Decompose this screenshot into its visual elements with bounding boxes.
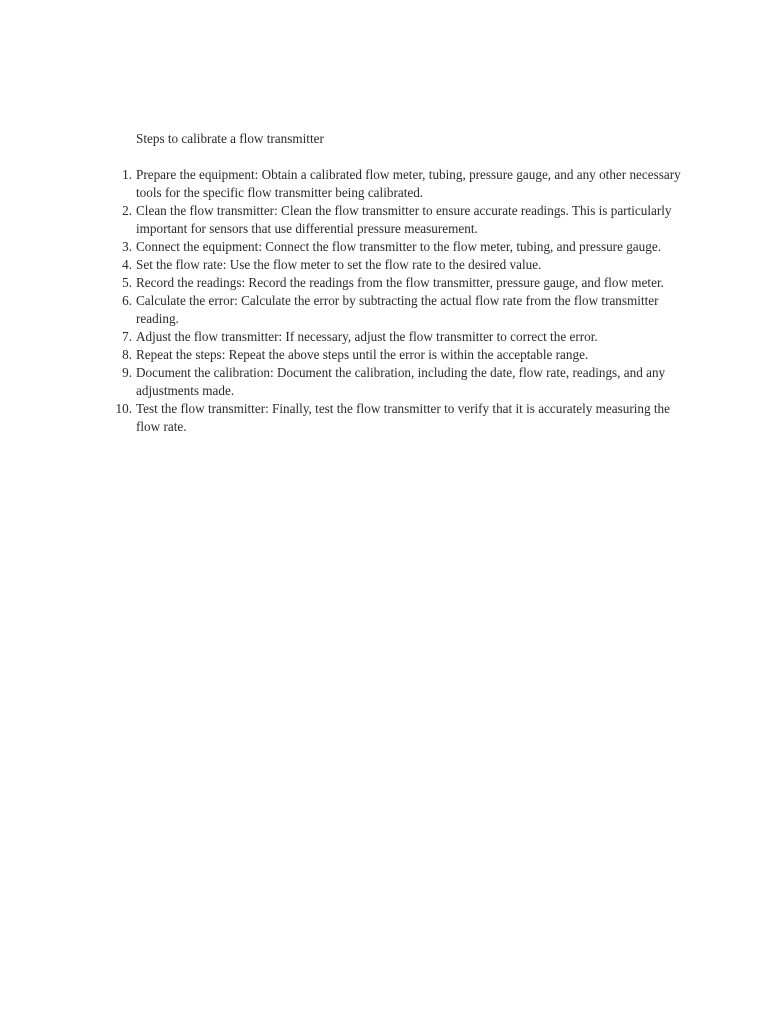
list-item	[108, 400, 688, 436]
step-text: Adjust the flow transmitter: If necessary, adjust the flow transmitter to correct the error.	[136, 329, 598, 344]
list-item	[108, 256, 688, 274]
step-text: Prepare the equipment: Obtain a calibrated flow meter, tubing, pressure gauge, and any other necessary tools for the specific flow transmitter being calibrated.	[136, 167, 681, 200]
step-number: 6.	[122, 293, 132, 308]
step-text: Set the flow rate: Use the flow meter to set the flow rate to the desired value.	[136, 257, 542, 272]
list-item	[108, 202, 688, 238]
step-text: Connect the equipment: Connect the flow transmitter to the flow meter, tubing, and pressure gauge.	[136, 239, 662, 254]
step-number: 3.	[122, 239, 132, 254]
steps-list	[108, 166, 688, 436]
list-item	[108, 238, 688, 256]
step-number: 10.	[115, 401, 132, 416]
step-number: 4.	[122, 257, 132, 272]
step-number: 7.	[122, 329, 132, 344]
step-number: 1.	[122, 167, 132, 182]
step-number: 5.	[122, 275, 132, 290]
step-number: 9.	[122, 365, 132, 380]
step-text: Document the calibration: Document the calibration, including the date, flow rate, readings, and any adjustments made.	[136, 365, 666, 398]
step-number: 8.	[122, 347, 132, 362]
list-item	[108, 364, 688, 400]
step-text: Calculate the error: Calculate the error by subtracting the actual flow rate from the flow transmitter reading.	[136, 293, 659, 326]
document-title: Steps to calibrate a flow transmitter	[136, 131, 324, 146]
list-item	[108, 346, 688, 364]
list-item	[108, 328, 688, 346]
list-item	[108, 274, 688, 292]
step-text: Test the flow transmitter: Finally, test the flow transmitter to verify that it is accurately measuring the flow rate.	[136, 401, 671, 434]
step-text: Clean the flow transmitter: Clean the flow transmitter to ensure accurate readings. This is particularly important for sensors that use differential pressure measurement.	[136, 203, 672, 236]
step-number: 2.	[122, 203, 132, 218]
step-text: Repeat the steps: Repeat the above steps until the error is within the acceptable range.	[136, 347, 589, 362]
step-text: Record the readings: Record the readings from the flow transmitter, pressure gauge, and flow meter.	[136, 275, 664, 290]
list-item	[108, 166, 688, 202]
list-item	[108, 292, 688, 328]
